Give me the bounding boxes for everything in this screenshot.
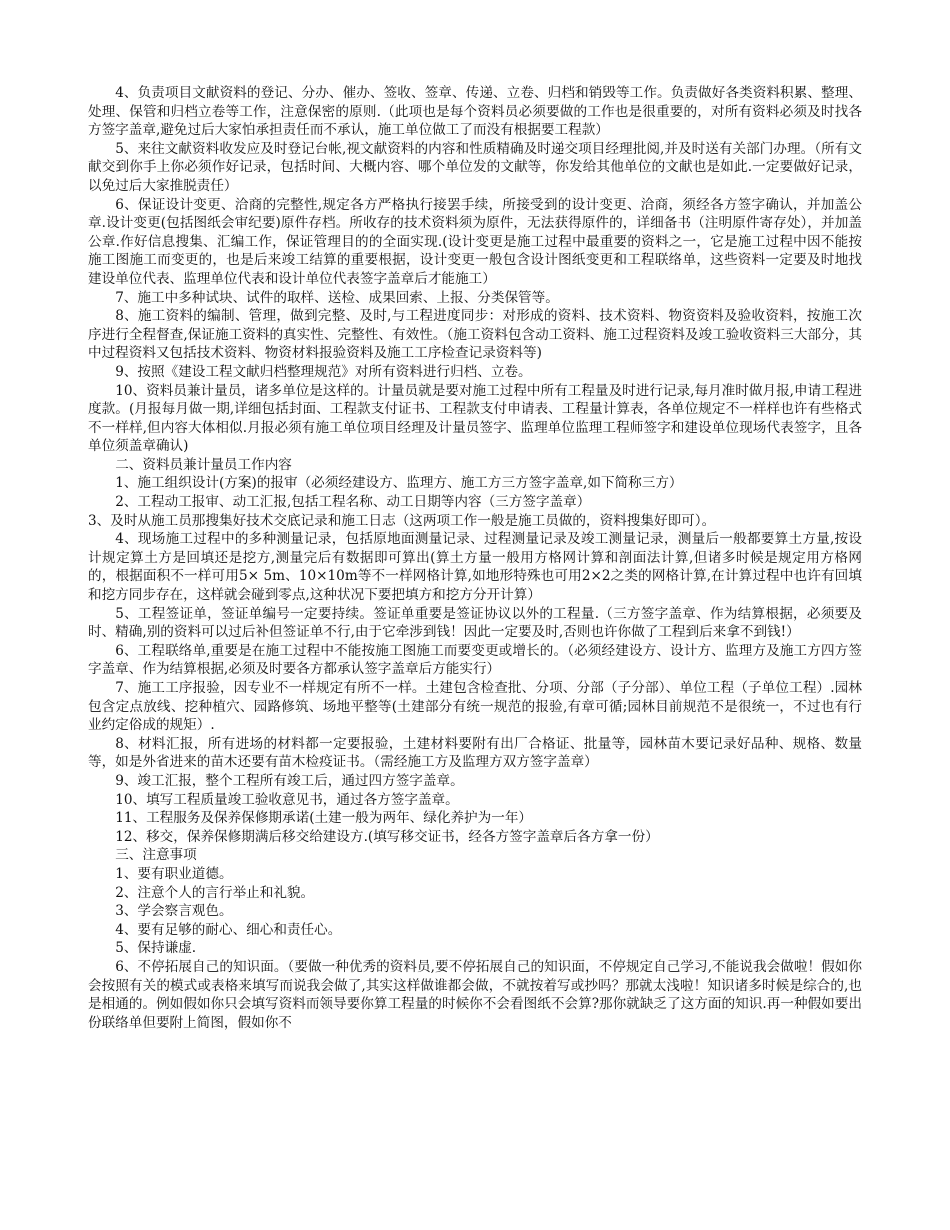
paragraph-h3: 三、注意事项: [115, 847, 197, 864]
paragraph-p9: 9、按照《建设工程文献归档整理规范》对所有资料进行归档、立卷。: [115, 363, 532, 380]
paragraph-n6: 6、不停拓展自己的知识面。（要做一种优秀的资料员,要不停拓展自己的知识面，不停规定自己学习,不能说我会做啦！假如你会按照有关的模式或表格来填写而说我会做了,其实这样做谁都会做，不就按着写或抄吗？那就太浅啦！知识诸多时候是综合的,也是相通的。例如假如你只会填写资料而领导要你算工程量的时候你不会看图纸不会算?那你就缺乏了这方面的知识.再一种假如要出份联络单但要附上简图，假如你不: [88, 958, 862, 1031]
paragraph-q5: 5、工程签证单，签证单编号一定要持续。签证单重要是签证协议以外的工程量.（三方签字盖章、作为结算根据，必须要及时、精确,别的资料可以过后补但签证单不行,由于它牵涉到钱！因此一定要及时,否则也许你做了工程到后来拿不到钱!）: [88, 605, 862, 641]
paragraph-q2: 2、工程动工报审、动工汇报,包括工程名称、动工日期等内容（三方签字盖章）: [115, 494, 591, 511]
paragraph-n3: 3、学会察言观色。: [115, 903, 233, 920]
paragraph-q12: 12、移交，保养保修期满后移交给建设方.(填写移交证书，经各方签字盖章后各方拿一份）: [115, 828, 659, 845]
paragraph-n5: 5、保持谦虚.: [115, 940, 197, 957]
paragraph-q10: 10、填写工程质量竣工验收意见书，通过各方签字盖章。: [115, 791, 459, 808]
paragraph-h2: 二、资料员兼计量员工作内容: [115, 456, 292, 473]
paragraph-p7: 7、施工中多种试块、试件的取样、送检、成果回索、上报、分类保管等。: [115, 289, 559, 306]
paragraph-p8: 8、施工资料的编制、管理，做到完整、及时,与工程进度同步：对形成的资料、技术资料、物资资料及验收资料，按施工次序进行全程督查,保证施工资料的真实性、完整性、有效性。（施工资料包含动工资料、施工过程资料及竣工验收资料三大部分，其中过程资料又包括技术资料、物资材料报验资料及施工工序检查记录资料等): [88, 308, 862, 362]
paragraph-n1: 1、要有职业道德。: [115, 865, 233, 882]
paragraph-q9: 9、竣工汇报，整个工程所有竣工后，通过四方签字盖章。: [115, 772, 464, 789]
paragraph-q4: 4、现场施工过程中的多种测量记录，包括原地面测量记录、过程测量记录及竣工测量记录，测量后一般都要算土方量,按设计规定算土方是回填还是挖方,测量完后有数据即可算出(算土方量一般用方格网计算和剖面法计算,但诸多时候是规定用方格网的，根据面积不一样可用5× 5m、10×10m等不一样网格计算,如地形特殊也可用2×2之类的网格计算,在计算过程中也许有回填和挖方同步存在，这样就会碰到零点,这种状况下要把填方和挖方分开计算）: [88, 531, 862, 604]
paragraph-p5: 5、来往文献资料收发应及时登记台帐,视文献资料的内容和性质精确及时递交项目经理批阅,并及时送有关部门办理。（所有文献交到你手上你必须作好记录，包括时间、大概内容、哪个单位发的文献等，你发给其他单位的文献也是如此.一定要做好记录，以免过后大家推脱责任）: [88, 140, 862, 194]
paragraph-n2: 2、注意个人的言行举止和礼貌。: [115, 884, 315, 901]
paragraph-q6: 6、工程联络单,重要是在施工过程中不能按施工图施工而要变更或增长的。（必须经建设方、设计方、监理方及施工方四方签字盖章、作为结算根据,必须及时要各方都承认签字盖章后方能实行）: [88, 642, 862, 678]
paragraph-q7: 7、施工工序报验，因专业不一样规定有所不一样。土建包含检查批、分项、分部（子分部）、单位工程（子单位工程）.园林包含定点放线、挖种植穴、园路修筑、场地平整等(土建部分有统一规范的报验,有章可循;园林目前规范不是很统一，不过也有行业约定俗成的规矩）.: [88, 680, 862, 734]
paragraph-p4: 4、负责项目文献资料的登记、分办、催办、签收、签章、传递、立卷、归档和销毁等工作。负责做好各类资料积累、整理、处理、保管和归档立卷等工作，注意保密的原则.（此项也是每个资料员必须要做的工作也是很重要的，对所有资料必须及时找各方签字盖章,避免过后大家怕承担责任而不承认，施工单位做工了而没有根据要工程款）: [88, 85, 862, 139]
paragraph-q8: 8、材料汇报，所有进场的材料都一定要报验，土建材料要附有出厂合格证、批量等，园林苗木要记录好品种、规格、数量等，如是外省进来的苗木还要有苗木检疫证书。（需经施工方及监理方双方签字盖章）: [88, 735, 862, 771]
paragraph-p10: 10、资料员兼计量员，诸多单位是这样的。计量员就是要对施工过程中所有工程量及时进行记录,每月准时做月报,申请工程进度款。(月报每月做一期,详细包括封面、工程款支付证书、工程款支付申请表、工程量计算表，各单位规定不一样样也许有些格式不一样样,但内容大体相似.月报必须有施工单位项目经理及计量员签字、监理单位监理工程师签字和建设单位现场代表签字，且各单位须盖章确认): [88, 382, 862, 455]
document-body: [88, 84, 862, 1032]
paragraph-q11: 11、工程服务及保养保修期承诺(土建一般为两年、绿化养护为一年）: [115, 810, 533, 827]
paragraph-q3: 3、及时从施工员那搜集好技术交底记录和施工日志（这两项工作一般是施工员做的，资料搜集好即可）。: [88, 512, 716, 529]
paragraph-p6: 6、保证设计变更、洽商的完整性,规定各方严格执行接罢手续，所接受到的设计变更、洽商，须经各方签字确认，并加盖公章.设计变更(包括图纸会审纪要)原件存档。所收存的技术资料须为原件，无法获得原件的，详细备书（注明原件寄存处），并加盖公章.作好信息搜集、汇编工作，保证管理目的的全面实现.(设计变更是施工过程中最重要的资料之一，它是施工过程中因不能按施工图施工而变更的，也是后来竣工结算的重要根据，设计变更一般包含设计图纸变更和工程联络单，这些资料一定要及时地找建设单位代表、监理单位代表和设计单位代表签字盖章后才能施工）: [88, 196, 862, 287]
paragraph-n4: 4、要有足够的耐心、细心和责任心。: [115, 921, 342, 938]
paragraph-q1: 1、施工组织设计(方案)的报审（必须经建设方、监理方、施工方三方签字盖章,如下简称三方）: [115, 475, 683, 492]
